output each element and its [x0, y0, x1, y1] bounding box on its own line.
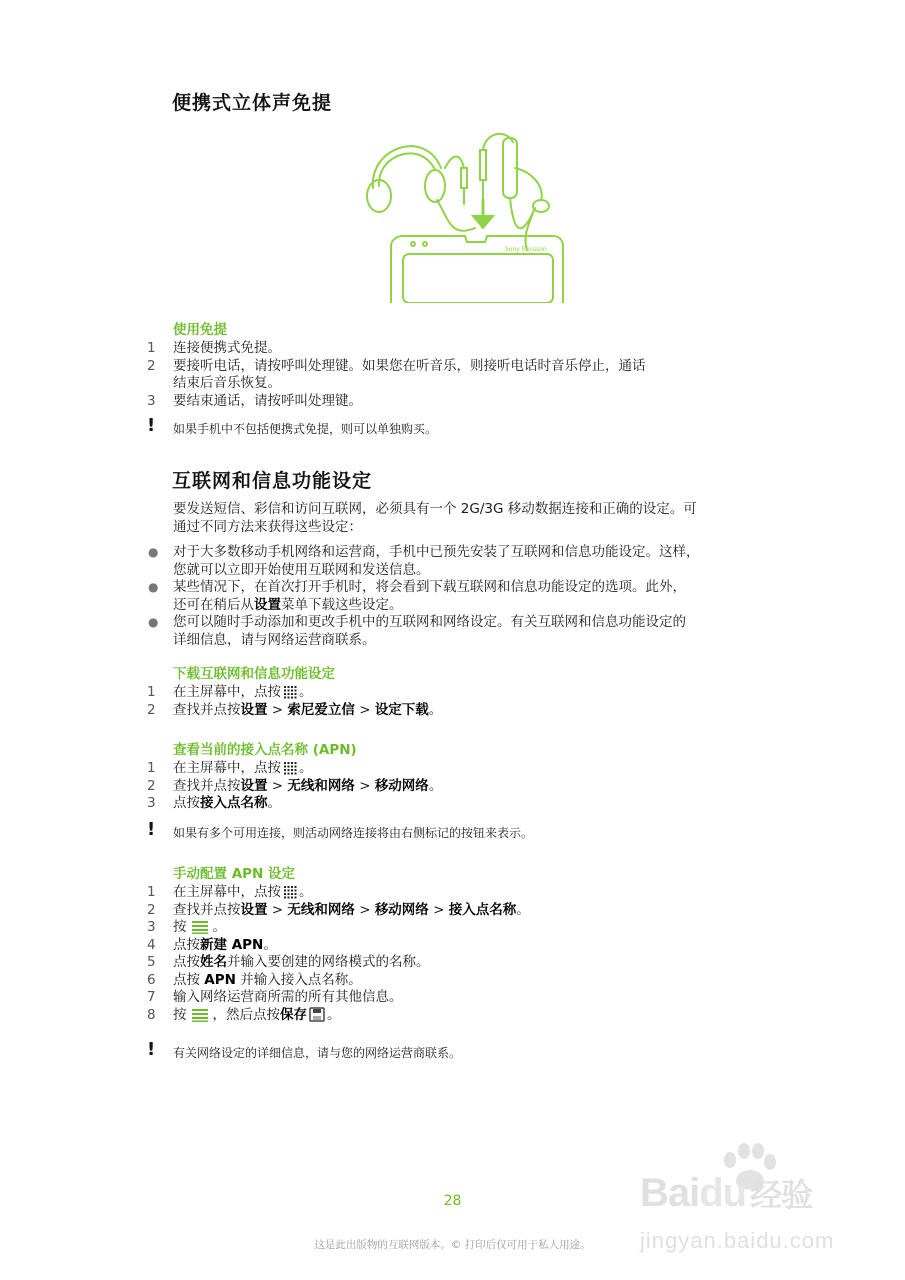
section-title-internet: 互联网和信息功能设定: [172, 470, 373, 492]
list-item: ● 某些情况下，在首次打开手机时，将会看到下载互联网和信息功能设定的选项。此外， 还可在稍后从设置菜单下载这些设定。: [148, 579, 686, 613]
grid-dots-icon: [283, 761, 297, 775]
note-multiple-connections: ! 如果有多个可用连接，则活动网络连接将由右侧标记的按钮来表示。: [147, 819, 534, 840]
intro-paragraph: 要发送短信、彩信和访问互联网，必须具有一个 2G/3G 移动数据连接和正确的设定。可 通过不同方法来获得这些设定：: [173, 501, 697, 535]
watermark-brand2: du: [699, 1171, 747, 1215]
menu-lines-icon: [189, 1008, 211, 1022]
list-item: 3 要结束通话，请按呼叫处理键。: [147, 392, 362, 409]
menu-lines-icon: [189, 920, 211, 934]
list-item: ● 您可以随时手动添加和更改手机中的互联网和网络设定。有关互联网和信息功能设定的 详细信息，请与网络运营商联系。: [148, 614, 686, 648]
note-headset-purchase: ! 如果手机中不包括便携式免提，则可以单独购买。: [147, 415, 438, 436]
list-item: 1 在主屏幕中，点按 。: [147, 884, 313, 900]
floppy-disk-icon: [309, 1007, 325, 1022]
section-title-headset: 便携式立体声免提: [172, 92, 333, 114]
exclamation-icon: !: [147, 1039, 156, 1060]
list-item: 6 点按 APN 并输入接入点名称。: [147, 971, 362, 988]
list-item: 2 查找并点按设置 > 无线和网络 > 移动网络。: [147, 777, 443, 794]
list-item: 5 点按姓名并输入要创建的网络模式的名称。: [147, 954, 430, 970]
list-item: 7 输入网络运营商所需的所有其他信息。: [147, 989, 403, 1005]
list-item: 1 在主屏幕中，点按 。: [147, 684, 313, 700]
exclamation-icon: !: [147, 415, 156, 436]
watermark-brand: Bai: [640, 1171, 700, 1215]
list-item: 8 按 ，然后点按保存 。: [147, 1006, 341, 1023]
watermark-cn: 经验: [750, 1177, 813, 1213]
list-item: 2 查找并点按设置 > 无线和网络 > 移动网络 > 接入点名称。: [147, 901, 530, 918]
list-item: ● 对于大多数移动手机网络和运营商，手机中已预先安装了互联网和信息功能设定。这样， 您就可以立即开始使用互联网和发送信息。: [148, 544, 700, 578]
manual-apn-steps: [147, 884, 773, 1024]
list-item: 2 查找并点按设置 > 索尼爱立信 > 设定下载。: [147, 701, 443, 718]
list-item: 1 在主屏幕中，点按 。: [147, 760, 313, 776]
settings-bullets: [148, 544, 773, 649]
note-network-settings: ! 有关网络设定的详细信息，请与您的网络运营商联系。: [147, 1039, 462, 1060]
grid-dots-icon: [283, 685, 297, 699]
list-item: 2 要接听电话，请按呼叫处理键。如果您在听音乐，则接听电话时音乐停止，通话 结束后音乐恢复。: [147, 357, 646, 391]
list-item: 4 点按新建 APN。: [147, 936, 277, 953]
list-item: 3 点按接入点名称。: [147, 795, 281, 811]
subheading-use-headset: 使用免提: [173, 322, 227, 338]
subheading-view-apn: 查看当前的接入点名称 (APN): [173, 742, 357, 758]
use-headset-steps: [147, 340, 793, 410]
list-item: 1 连接便携式免提。: [147, 340, 281, 356]
list-item: 3 按 。: [147, 919, 226, 935]
subheading-download-settings: 下载互联网和信息功能设定: [173, 666, 335, 682]
subheading-manual-apn: 手动配置 APN 设定: [173, 866, 296, 882]
footer-notice: 这是此出版物的互联网版本。© 打印后仅可用于私人用途。: [314, 1239, 591, 1251]
download-steps: [147, 684, 773, 719]
headset-illustration: [355, 128, 565, 303]
view-apn-steps: [147, 760, 773, 813]
watermark-url: jingyan.baidu.com: [640, 1228, 835, 1253]
page-number: 28: [443, 1193, 462, 1209]
illustration-brand-text: Sony Ericsson: [505, 246, 547, 253]
exclamation-icon: !: [147, 819, 156, 840]
grid-dots-icon: [283, 885, 297, 899]
